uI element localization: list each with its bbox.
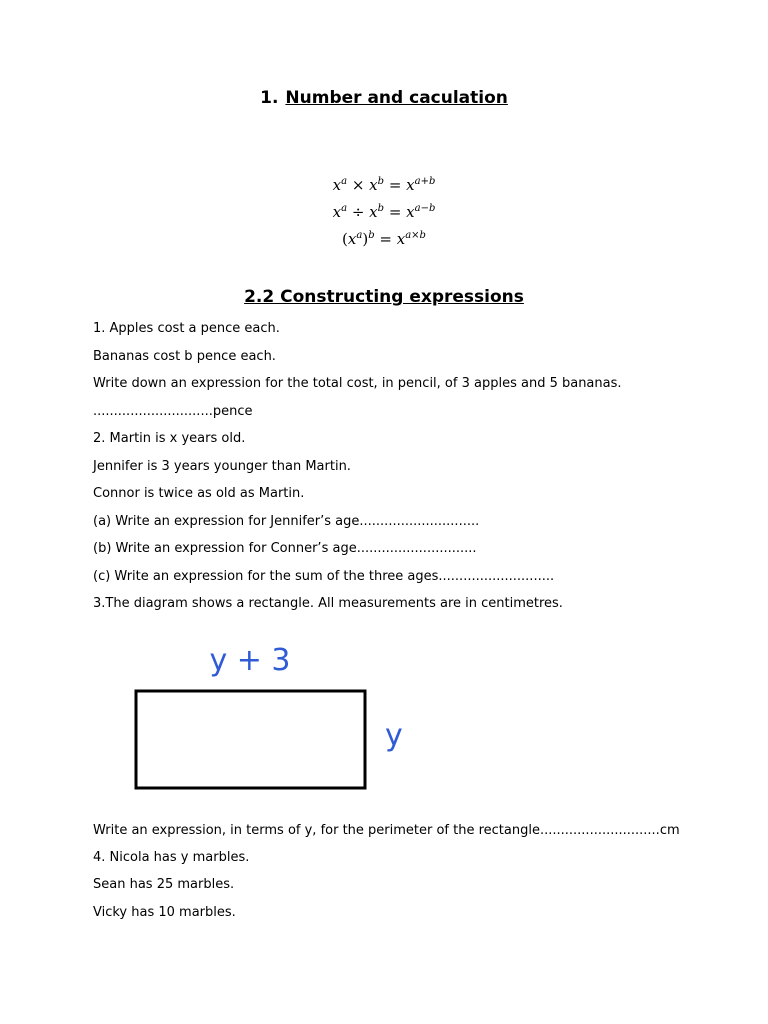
section-1-number: 1. (260, 88, 279, 108)
formula-divide: $x^a \div x^b = x^{a-b}$ (332, 203, 436, 221)
rectangle-shape (136, 691, 365, 788)
q3-line-diagram: 3.The diagram shows a rectangle. All measurements are in centimetres. (93, 596, 563, 611)
section-1-title: Number and caculation (285, 88, 508, 108)
rectangle-top-label: y + 3 (209, 643, 291, 678)
rectangle-diagram (130, 635, 430, 795)
index-laws-formulas (0, 168, 768, 249)
q4-line-vicky: Vicky has 10 marbles. (93, 905, 236, 920)
q4-line-sean: Sean has 25 marbles. (93, 877, 235, 892)
q1-line-bananas: Bananas cost b pence each. (93, 349, 276, 364)
q1-line-apples: 1. Apples cost a pence each. (93, 321, 280, 336)
section-2-title: 2.2 Constructing expressions (244, 287, 524, 307)
formula-power: $(x^a)^b = x^{a\times b}$ (342, 230, 426, 248)
section-1-heading (0, 88, 768, 108)
rectangle-side-label: y (385, 718, 403, 753)
q2-line-jennifer: Jennifer is 3 years younger than Martin. (93, 459, 351, 474)
q2-line-connor: Connor is twice as old as Martin. (93, 486, 305, 501)
q2c-line: (c) Write an expression for the sum of the three ages............................ (93, 569, 555, 584)
section-2-heading (0, 287, 768, 307)
q1-answer-line: .............................pence (93, 404, 253, 419)
q2-line-martin: 2. Martin is x years old. (93, 431, 246, 446)
formula-multiply: $x^a \times x^b = x^{a+b}$ (332, 176, 436, 194)
q3-perimeter-line: Write an expression, in terms of y, for the perimeter of the rectangle.............................cm (93, 823, 680, 838)
q2a-line: (a) Write an expression for Jennifer’s age............................. (93, 514, 480, 529)
q1-line-instruction: Write down an expression for the total cost, in pencil, of 3 apples and 5 bananas. (93, 376, 622, 391)
q2b-line: (b) Write an expression for Conner’s age............................. (93, 541, 477, 556)
q4-line-nicola: 4. Nicola has y marbles. (93, 850, 250, 865)
